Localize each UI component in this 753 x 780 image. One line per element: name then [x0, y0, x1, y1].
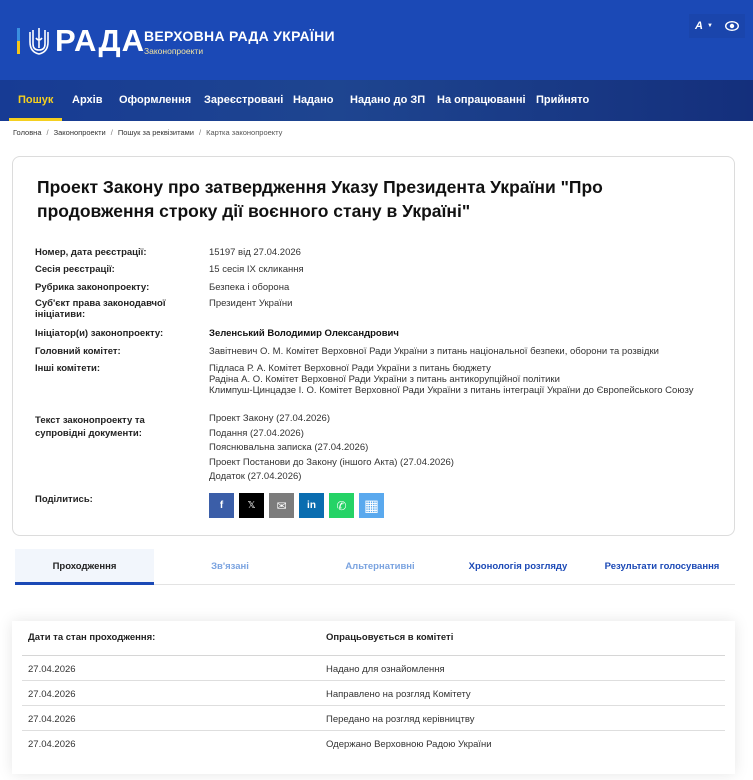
accessibility-tools — [689, 14, 745, 38]
email-icon: ✉ — [276, 498, 287, 513]
whatsapp-icon: ✆ — [336, 498, 347, 513]
nav-item-archive[interactable]: Архів — [72, 94, 103, 106]
documents-list — [209, 412, 719, 485]
site-title[interactable]: ВЕРХОВНА РАДА УКРАЇНИ — [144, 28, 335, 44]
tab-related[interactable]: Зв'язані — [211, 561, 249, 572]
table-row — [22, 706, 725, 731]
whatsapp-share-button[interactable] — [329, 493, 354, 518]
table-row — [22, 656, 725, 681]
cell-date: 27.04.2026 — [28, 739, 76, 750]
field-label: Головний комітет: — [35, 346, 121, 357]
main-nav — [0, 80, 753, 121]
document-link[interactable]: Пояснювальна записка (27.04.2026) — [209, 442, 369, 453]
field-value: Президент України — [209, 298, 293, 309]
breadcrumb-current: Картка законопроекту — [206, 128, 283, 137]
nav-item-in-processing[interactable]: На опрацюванні — [437, 94, 526, 106]
document-link[interactable]: Проект Закону (27.04.2026) — [209, 413, 331, 424]
document-link[interactable]: Проект Постанови до Закону (іншого Акта) (27.04.2026) — [209, 456, 454, 468]
flag-stripe-icon — [17, 28, 20, 54]
table-row — [22, 681, 725, 706]
breadcrumb-home[interactable]: Головна — [13, 128, 42, 137]
site-header — [0, 0, 753, 80]
facebook-icon: f — [219, 500, 224, 511]
nav-item-search[interactable]: Пошук — [18, 80, 53, 121]
column-header: Дати та стан проходження: — [28, 632, 156, 643]
nav-item-registered[interactable]: Зареєстровані — [204, 94, 284, 106]
breadcrumb-separator: / — [46, 128, 49, 137]
share-buttons — [209, 493, 384, 518]
committee-item: Радіна А. О. Комітет Верховної Ради України з питань антикорупційної політики — [209, 374, 560, 385]
x-icon: 𝕏 — [247, 500, 256, 511]
column-header: Опрацьовується в комітеті — [326, 632, 454, 643]
field-label: Ініціатор(и) законопроекту: — [35, 328, 164, 339]
cell-status: Одержано Верховною Радою України — [326, 739, 492, 750]
linkedin-icon: in — [307, 500, 316, 511]
tab-voting-results[interactable]: Результати голосування — [604, 561, 720, 572]
field-label: Рубрика законопроекту: — [35, 282, 150, 293]
field-label: Номер, дата реєстрації: — [35, 247, 147, 258]
nav-item-formatting[interactable]: Оформлення — [119, 94, 192, 106]
breadcrumb — [13, 128, 282, 137]
field-value-list — [209, 363, 719, 396]
email-share-button[interactable] — [269, 493, 294, 518]
bill-card — [12, 156, 735, 536]
chevron-down-icon: ▼ — [706, 23, 713, 29]
field-label: Суб'єкт права законодавчої ініціативи: — [35, 298, 166, 320]
cell-date: 27.04.2026 — [28, 689, 76, 700]
font-size-icon: A — [695, 20, 703, 32]
trident-icon — [28, 26, 50, 56]
breadcrumb-separator: / — [110, 128, 113, 137]
committee-item: Підласа Р. А. Комітет Верховної Ради України з питань бюджету — [209, 363, 491, 374]
qr-code-icon: ▦ — [363, 497, 380, 515]
logo[interactable] — [17, 25, 145, 57]
cell-date: 27.04.2026 — [28, 664, 76, 675]
table-row — [22, 731, 725, 756]
field-value: Зеленський Володимир Олександрович — [209, 328, 399, 339]
field-value: 15 сесія IX скликання — [209, 264, 304, 275]
document-link[interactable]: Додаток (27.04.2026) — [209, 471, 302, 482]
field-label: Інші комітети: — [35, 363, 101, 374]
tab-passage[interactable]: Проходження — [15, 549, 154, 585]
tab-alternative[interactable]: Альтернативні — [345, 561, 415, 572]
field-value: Безпека і оборона — [209, 282, 290, 293]
nav-item-adopted[interactable]: Прийнято — [536, 94, 590, 106]
field-value: 15197 від 27.04.2026 — [209, 247, 301, 258]
breadcrumb-search[interactable]: Пошук за реквізитами — [117, 128, 194, 137]
table-header — [22, 621, 725, 656]
breadcrumb-separator: / — [198, 128, 202, 137]
eye-icon[interactable] — [725, 21, 739, 31]
field-label: Поділитись: — [35, 494, 93, 505]
font-size-button[interactable] — [695, 20, 713, 32]
tabs — [15, 549, 735, 585]
nav-item-submitted[interactable]: Надано — [293, 94, 334, 106]
linkedin-share-button[interactable] — [299, 493, 324, 518]
field-label: Текст законопроекту та супровідні документи: — [35, 415, 145, 439]
site-subtitle[interactable]: Законопроекти — [144, 46, 204, 56]
qr-code-button[interactable] — [359, 493, 384, 518]
nav-item-submitted-to-zp[interactable]: Надано до ЗП — [350, 94, 426, 106]
cell-date: 27.04.2026 — [28, 714, 76, 725]
cell-status: Передано на розгляд керівництву — [326, 714, 475, 725]
breadcrumb-bills[interactable]: Законопроекти — [53, 128, 106, 137]
facebook-share-button[interactable] — [209, 493, 234, 518]
x-share-button[interactable] — [239, 493, 264, 518]
logo-text: РАДА — [55, 23, 145, 58]
cell-status: Надано для ознайомлення — [326, 664, 445, 675]
cell-status: Направлено на розгляд Комітету — [326, 689, 471, 700]
tab-chronology[interactable]: Хронологія розгляду — [468, 561, 568, 572]
field-value: Завітневич О. М. Комітет Верховної Ради України з питань національної безпеки, оборони та розвідки — [209, 346, 659, 357]
bill-title: Проект Закону про затвердження Указу Президента України "Про продовження строку дії воєнного стану в Україні" — [37, 177, 603, 221]
passage-table — [12, 621, 735, 774]
committee-item: Климпуш-Цинцадзе І. О. Комітет Верховної Ради України з питань інтеграції України до Європейського Союзу — [209, 385, 694, 396]
field-label: Сесія реєстрації: — [35, 264, 115, 275]
document-link[interactable]: Подання (27.04.2026) — [209, 427, 304, 439]
